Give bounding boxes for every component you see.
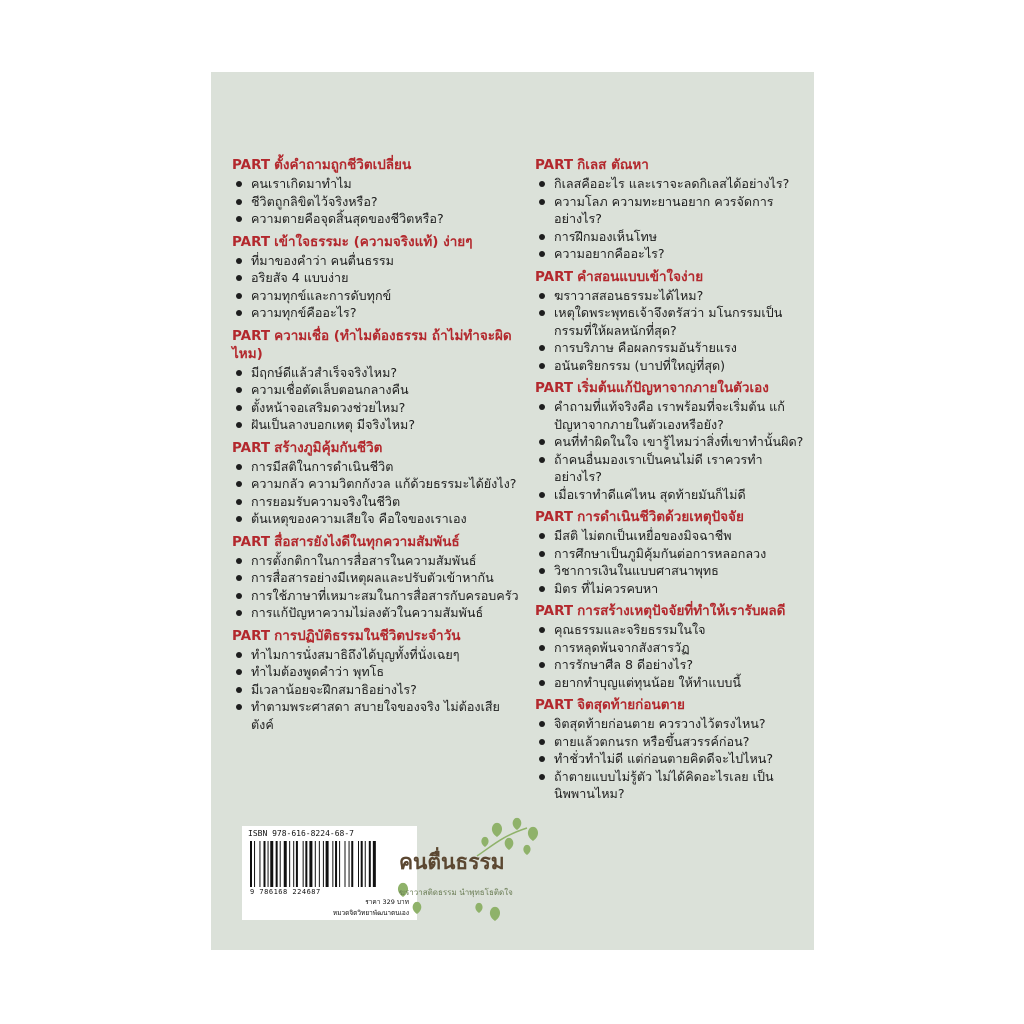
list-item: คนเราเกิดมาทำไม xyxy=(232,175,522,193)
list-item: การสื่อสารอย่างมีเหตุผลและปรับตัวเข้าหากัน xyxy=(232,569,522,587)
part-title: การดำเนินชีวิตด้วยเหตุปัจจัย xyxy=(577,509,744,525)
publisher-tagline: ฆราวาสติดธรรม นำพุทธโธติดใจ xyxy=(399,888,513,897)
list-item: ถ้าคนอื่นมองเราเป็นคนไม่ดี เราควรทำอย่างไร? xyxy=(535,451,807,486)
list-item: คนที่ทำผิดในใจ เขารู้ไหมว่าสิ่งที่เขาทำนั้นผิด? xyxy=(535,433,807,451)
contents-part-section xyxy=(535,156,807,263)
list-item: ชีวิตถูกลิขิตไว้จริงหรือ? xyxy=(232,193,522,211)
contents-part-section xyxy=(232,533,522,622)
part-item-list xyxy=(535,715,807,803)
part-heading xyxy=(232,533,522,551)
part-item-list xyxy=(535,621,807,691)
list-item: กิเลสคืออะไร และเราจะลดกิเลสได้อย่างไร? xyxy=(535,175,807,193)
list-item: การตั้งกติกาในการสื่อสารในความสัมพันธ์ xyxy=(232,552,522,570)
list-item: การบริภาษ คือผลกรรมอันร้ายแรง xyxy=(535,339,807,357)
contents-part-section xyxy=(232,156,522,228)
part-item-list xyxy=(535,398,807,503)
contents-part-section xyxy=(232,233,522,322)
part-item-list xyxy=(232,364,522,434)
contents-part-section xyxy=(535,508,807,597)
part-title: เข้าใจธรรมะ (ความจริงแท้) ง่ายๆ xyxy=(274,233,473,250)
list-item: ความทุกข์และการดับทุกข์ xyxy=(232,287,522,305)
contents-part-section xyxy=(232,327,522,434)
part-item-list xyxy=(535,287,807,375)
part-label: PART xyxy=(535,380,574,396)
list-item: ทำไมการนั่งสมาธิถึงได้บุญทั้งที่นั่งเฉยๆ xyxy=(232,646,522,664)
list-item: มีฤกษ์ดีแล้วสำเร็จจริงไหม? xyxy=(232,364,522,382)
list-item: คุณธรรมและจริยธรรมในใจ xyxy=(535,621,807,639)
list-item: การรักษาศีล 8 ดีอย่างไร? xyxy=(535,656,807,674)
part-heading xyxy=(535,696,807,714)
part-item-list xyxy=(232,175,522,228)
list-item: อยากทำบุญแต่ทุนน้อย ให้ทำแบบนี้ xyxy=(535,674,807,692)
list-item: มิตร ที่ไม่ควรคบหา xyxy=(535,580,807,598)
part-heading xyxy=(535,602,807,620)
contents-part-section xyxy=(232,627,522,734)
contents-column-left xyxy=(232,156,522,738)
part-label: PART xyxy=(535,603,574,619)
list-item: ต้นเหตุของความเสียใจ คือใจของเราเอง xyxy=(232,510,522,528)
list-item: ความกลัว ความวิตกกังวล แก้ด้วยธรรมะได้ยังไง? xyxy=(232,475,522,493)
price-text: ราคา 329 บาท xyxy=(365,898,409,906)
part-heading xyxy=(535,508,807,526)
list-item: เมื่อเราทำดีแค่ไหน สุดท้ายมันก็ไม่ดี xyxy=(535,486,807,504)
contents-part-section xyxy=(232,439,522,528)
contents-part-section xyxy=(535,602,807,691)
list-item: ความตายคือจุดสิ้นสุดของชีวิตหรือ? xyxy=(232,210,522,228)
part-heading xyxy=(232,233,522,251)
list-item: เหตุใดพระพุทธเจ้าจึงตรัสว่า มโนกรรมเป็นกรรมที่ให้ผลหนักที่สุด? xyxy=(535,304,807,339)
part-item-list xyxy=(232,552,522,622)
part-label: PART xyxy=(232,439,271,456)
part-heading xyxy=(232,156,522,174)
list-item: อนันตริยกรรม (บาปที่ใหญ่ที่สุด) xyxy=(535,357,807,375)
contents-part-section xyxy=(535,379,807,503)
part-heading xyxy=(232,627,522,645)
contents-part-section xyxy=(535,268,807,375)
part-item-list xyxy=(535,527,807,597)
part-heading xyxy=(535,379,807,397)
list-item: ความเชื่อตัดเล็บตอนกลางคืน xyxy=(232,381,522,399)
part-title: ตั้งคำถามถูกชีวิตเปลี่ยน xyxy=(274,157,412,173)
part-label: PART xyxy=(232,627,271,644)
isbn-text: ISBN 978-616-8224-68-7 xyxy=(248,829,354,838)
list-item: มีเวลาน้อยจะฝึกสมาธิอย่างไร? xyxy=(232,681,522,699)
part-title: สื่อสารยังไงดีในทุกความสัมพันธ์ xyxy=(274,533,460,550)
list-item: การยอมรับความจริงในชีวิต xyxy=(232,493,522,511)
part-label: PART xyxy=(232,157,271,173)
list-item: การมีสติในการดำเนินชีวิต xyxy=(232,458,522,476)
list-item: ถ้าตายแบบไม่รู้ตัว ไม่ได้คิดอะไรเลย เป็นนิพพานไหม? xyxy=(535,768,807,803)
part-label: PART xyxy=(535,509,574,525)
list-item: การฝึกมองเห็นโทษ xyxy=(535,228,807,246)
list-item: ฝันเป็นลางบอกเหตุ มีจริงไหม? xyxy=(232,416,522,434)
part-title: เริ่มต้นแก้ปัญหาจากภายในตัวเอง xyxy=(577,380,769,396)
part-item-list xyxy=(232,646,522,734)
list-item: อริยสัจ 4 แบบง่าย xyxy=(232,269,522,287)
part-heading xyxy=(535,156,807,174)
part-label: PART xyxy=(535,157,574,173)
list-item: ความอยากคืออะไร? xyxy=(535,245,807,263)
contents-part-section xyxy=(535,696,807,803)
list-item: ความทุกข์คืออะไร? xyxy=(232,304,522,322)
list-item: ความโลภ ความทะยานอยาก ควรจัดการอย่างไร? xyxy=(535,193,807,228)
list-item: ตายแล้วตกนรก หรือขึ้นสวรรค์ก่อน? xyxy=(535,733,807,751)
part-heading xyxy=(535,268,807,286)
publisher-name: คนตื่นธรรม xyxy=(399,849,505,874)
part-item-list xyxy=(535,175,807,263)
part-heading xyxy=(232,327,522,363)
list-item: ทำตามพระศาสดา สบายใจของจริง ไม่ต้องเสียตังค์ xyxy=(232,698,522,733)
list-item: ทำชั่วทำไม่ดี แต่ก่อนตายคิดดีจะไปไหน? xyxy=(535,750,807,768)
part-label: PART xyxy=(535,697,574,713)
part-label: PART xyxy=(232,327,271,344)
part-title: การสร้างเหตุปัจจัยที่ทำให้เรารับผลดี xyxy=(577,603,786,619)
list-item: การศึกษาเป็นภูมิคุ้มกันต่อการหลอกลวง xyxy=(535,545,807,563)
list-item: การหลุดพ้นจากสังสารวัฏ xyxy=(535,639,807,657)
part-title: จิตสุดท้ายก่อนตาย xyxy=(577,697,685,713)
part-title: กิเลส ตัณหา xyxy=(577,157,649,173)
list-item: ทำไมต้องพูดคำว่า พุทโธ xyxy=(232,663,522,681)
list-item: มีสติ ไม่ตกเป็นเหยื่อของมิจฉาชีพ xyxy=(535,527,807,545)
book-back-cover xyxy=(211,72,814,950)
part-item-list xyxy=(232,458,522,528)
list-item: ฆราวาสสอนธรรมะได้ไหม? xyxy=(535,287,807,305)
list-item: การแก้ปัญหาความไม่ลงตัวในความสัมพันธ์ xyxy=(232,604,522,622)
part-title: สร้างภูมิคุ้มกันชีวิต xyxy=(274,439,383,456)
list-item: ที่มาของคำว่า คนตื่นธรรม xyxy=(232,252,522,270)
list-item: วิชาการเงินในแบบศาสนาพุทธ xyxy=(535,562,807,580)
category-text: หมวดจิตวิทยาพัฒนาตนเอง xyxy=(332,909,409,917)
part-label: PART xyxy=(535,268,574,285)
list-item: จิตสุดท้ายก่อนตาย ควรวางไว้ตรงไหน? xyxy=(535,715,807,733)
part-title: การปฏิบัติธรรมในชีวิตประจำวัน xyxy=(274,627,461,644)
list-item: ตั้งหน้าจอเสริมดวงช่วยไหม? xyxy=(232,399,522,417)
part-label: PART xyxy=(232,233,271,250)
part-label: PART xyxy=(232,533,271,550)
list-item: คำถามที่แท้จริงคือ เราพร้อมที่จะเริ่มต้น แก้ปัญหาจากภายในตัวเองหรือยัง? xyxy=(535,398,807,433)
barcode-digits: 9 786168 224687 xyxy=(250,888,321,896)
publisher-logo xyxy=(377,816,557,926)
list-item: การใช้ภาษาที่เหมาะสมในการสื่อสารกับครอบครัว xyxy=(232,587,522,605)
part-heading xyxy=(232,439,522,457)
part-title: ความเชื่อ (ทำไมต้องธรรม ถ้าไม่ทำจะผิดไหม) xyxy=(232,327,512,362)
part-item-list xyxy=(232,252,522,322)
contents-column-right xyxy=(535,156,807,808)
part-title: คำสอนแบบเข้าใจง่าย xyxy=(577,268,704,285)
